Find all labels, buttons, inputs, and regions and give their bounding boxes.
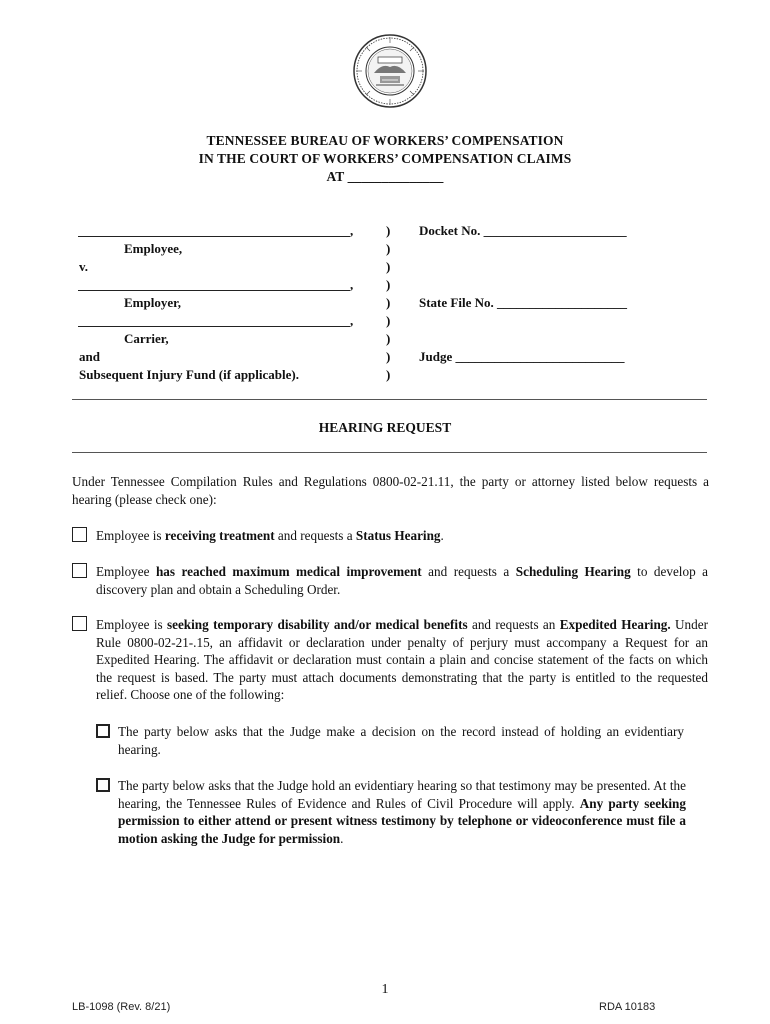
caption-comma: , — [350, 223, 354, 238]
evidentiary-hearing-checkbox[interactable] — [96, 778, 110, 792]
tennessee-state-seal-icon — [352, 33, 428, 109]
court-title-line-2: IN THE COURT OF WORKERS’ COMPENSATION CLAIMS — [198, 151, 572, 166]
hearing-request-title: HEARING REQUEST — [318, 420, 452, 435]
court-location-line: AT ______________ — [326, 169, 444, 184]
employer-label: Employer, — [124, 295, 181, 310]
evidentiary-hearing-option: The party below asks that the Judge hold an evidentiary hearing so that testimony may be presented. At the hearing, the Tennessee Rules of Evidence and Rules of Civil Procedure will apply. Any party seeking permission to either attend or present witness testimony by telephone or videoconference must file a motion asking the Judge for permission. — [118, 778, 686, 846]
intro-paragraph: Under Tennessee Compilation Rules and Regulations 0800-02-21.11, the party or attorney listed below requests a hearing (please check one): — [72, 474, 709, 507]
judge-name-field[interactable]: Judge __________________________ — [419, 349, 625, 364]
caption-paren: ) — [386, 259, 391, 274]
caption-paren: ) — [386, 277, 391, 292]
expedited-hearing-checkbox[interactable] — [72, 616, 87, 631]
expedited-hearing-option: Employee is seeking temporary disability and/or medical benefits and requests an Expedited Hearing. Under Rule 0800-02-21-.15, an affidavit or declaration under penalty of perjury must accompany a Request for an Expedited Hearing. The affidavit or declaration must contain a plain and concise statement of the facts on which the request is based. The party must attach documents demonstrating that the party is entitled to the requested relief. Choose one of the following: — [96, 617, 708, 702]
caption-comma: , — [350, 313, 354, 328]
court-title-line-1: TENNESSEE BUREAU OF WORKERS’ COMPENSATION — [206, 133, 564, 148]
status-hearing-option: Employee is receiving treatment and requests a Status Hearing. — [96, 528, 444, 543]
divider — [72, 452, 707, 453]
versus-label: v. — [79, 259, 89, 274]
form-number: LB-1098 (Rev. 8/21) — [72, 1001, 171, 1013]
employee-name-field[interactable] — [78, 236, 350, 237]
scheduling-hearing-option: Employee has reached maximum medical improvement and requests a Scheduling Hearing to develop a discovery plan and obtain a Scheduling Order. — [96, 564, 709, 597]
page-number: 1 — [381, 982, 389, 997]
caption-paren: ) — [386, 223, 391, 238]
caption-comma: , — [350, 277, 354, 292]
employee-label: Employee, — [124, 241, 183, 256]
state-file-number-field[interactable]: State File No. ____________________ — [419, 295, 627, 310]
carrier-name-field[interactable] — [78, 326, 350, 327]
divider — [72, 399, 707, 400]
caption-paren: ) — [386, 349, 391, 364]
caption-paren: ) — [386, 295, 391, 310]
caption-paren: ) — [386, 241, 391, 256]
decision-on-record-option: The party below asks that the Judge make a decision on the record instead of holding an evidentiary hearing. — [118, 724, 684, 757]
scheduling-hearing-checkbox[interactable] — [72, 563, 87, 578]
caption-paren: ) — [386, 313, 391, 328]
carrier-label: Carrier, — [124, 331, 169, 346]
status-hearing-checkbox[interactable] — [72, 527, 87, 542]
and-label: and — [79, 349, 100, 364]
caption-paren: ) — [386, 331, 391, 346]
rda-number: RDA 10183 — [599, 1001, 656, 1013]
employer-name-field[interactable] — [78, 290, 350, 291]
docket-number-field[interactable]: Docket No. ______________________ — [419, 223, 627, 238]
subsequent-injury-fund-label: Subsequent Injury Fund (if applicable). — [79, 367, 299, 382]
caption-paren: ) — [386, 367, 391, 382]
decision-on-record-checkbox[interactable] — [96, 724, 110, 738]
